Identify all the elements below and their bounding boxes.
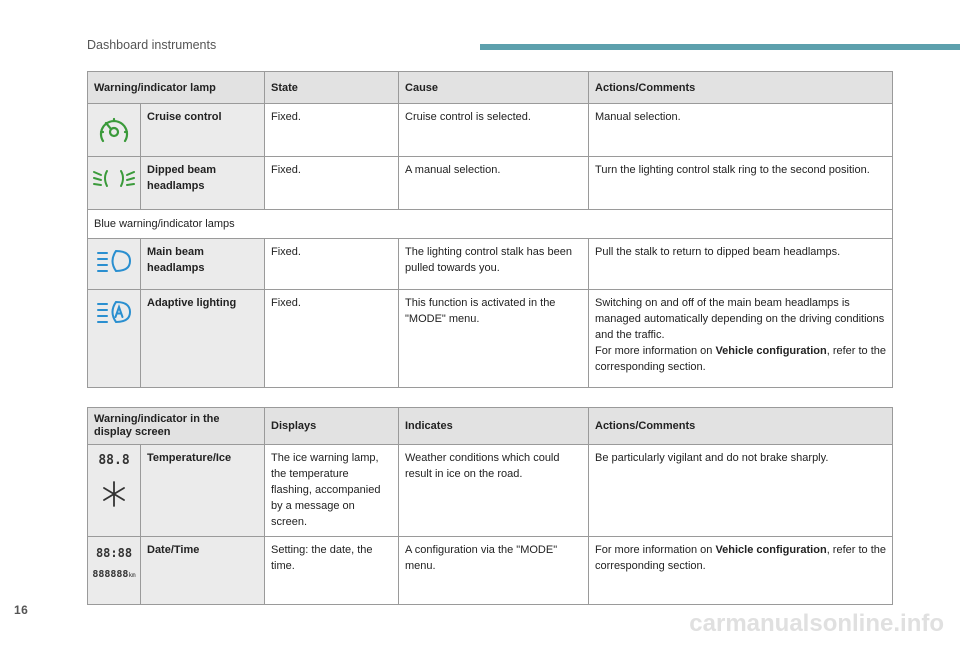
adaptive-lighting-icon — [88, 290, 141, 388]
vehicle-configuration-ref: Vehicle configuration — [715, 345, 827, 357]
table-row — [88, 445, 893, 537]
clock-segment-display: 88:88 — [95, 546, 133, 560]
section-title: Dashboard instruments — [87, 38, 217, 52]
lamp-action: Manual selection. — [589, 104, 893, 157]
lamp-action: Pull the stalk to return to dipped beam headlamps. — [589, 239, 893, 290]
col-header-displays: Displays — [265, 408, 399, 445]
display-screen-table — [87, 407, 893, 605]
display-displays: Setting: the date, the time. — [265, 537, 399, 605]
segment-display: 88.8 — [98, 453, 130, 468]
lamp-name: Adaptive lighting — [141, 290, 265, 388]
display-displays: The ice warning lamp, the temperature flashing, accompanied by a message on screen. — [265, 445, 399, 537]
col-header-display: Warning/indicator in the display screen — [88, 408, 265, 445]
lamp-cause: A manual selection. — [399, 157, 589, 210]
action-text: Switching on and off of the main beam headlamps is managed automatically depending on the driving conditions and the traffic. — [595, 297, 885, 341]
col-header-actions: Actions/Comments — [589, 72, 893, 104]
col-header-lamp: Warning/indicator lamp — [88, 72, 265, 104]
display-name: Date/Time — [141, 537, 265, 605]
group-label-row — [88, 210, 893, 239]
lamp-action: Turn the lighting control stalk ring to the second position. — [589, 157, 893, 210]
odometer-segment-display: 888888km — [92, 569, 136, 580]
lamp-name: Main beam headlamps — [141, 239, 265, 290]
col-header-actions: Actions/Comments — [589, 408, 893, 445]
date-time-icon — [88, 537, 141, 605]
display-action: Be particularly vigilant and do not brake sharply. — [589, 445, 893, 537]
watermark: carmanualsonline.info — [689, 610, 944, 637]
table-row — [88, 157, 893, 210]
action-more-suffix: , refer to the corresponding section. — [595, 345, 887, 373]
lamp-cause: Cruise control is selected. — [399, 104, 589, 157]
table-row — [88, 104, 893, 157]
lamp-state: Fixed. — [265, 157, 399, 210]
warning-lamps-table — [87, 71, 893, 388]
page-number: 16 — [14, 603, 29, 617]
lamp-state: Fixed. — [265, 104, 399, 157]
lamp-action — [589, 290, 893, 388]
display-name: Temperature/Ice — [141, 445, 265, 537]
lamp-cause: This function is activated in the "MODE" menu. — [399, 290, 589, 388]
col-header-indicates: Indicates — [399, 408, 589, 445]
temperature-ice-icon — [88, 445, 141, 537]
display-indicates: Weather conditions which could result in ice on the road. — [399, 445, 589, 537]
table-row — [88, 290, 893, 388]
lamp-name: Dipped beam headlamps — [141, 157, 265, 210]
action-suffix: , refer to the corresponding section. — [595, 544, 886, 572]
main-beam-icon — [88, 239, 141, 290]
table-header-row — [88, 72, 893, 104]
display-indicates: A configuration via the "MODE" menu. — [399, 537, 589, 605]
dipped-beam-icon — [88, 157, 141, 210]
table-header-row — [88, 408, 893, 445]
blue-lamps-label: Blue warning/indicator lamps — [88, 210, 893, 239]
display-action — [589, 537, 893, 605]
lamp-name: Cruise control — [141, 104, 265, 157]
col-header-state: State — [265, 72, 399, 104]
lamp-state: Fixed. — [265, 239, 399, 290]
cruise-control-icon — [88, 104, 141, 157]
section-header-bar — [480, 44, 960, 50]
table-row — [88, 537, 893, 605]
lamp-state: Fixed. — [265, 290, 399, 388]
vehicle-configuration-ref: Vehicle configuration — [715, 544, 827, 556]
table-row — [88, 239, 893, 290]
col-header-cause: Cause — [399, 72, 589, 104]
lamp-cause: The lighting control stalk has been pulled towards you. — [399, 239, 589, 290]
action-more-prefix: For more information on — [595, 345, 716, 357]
action-prefix: For more information on — [595, 544, 716, 556]
